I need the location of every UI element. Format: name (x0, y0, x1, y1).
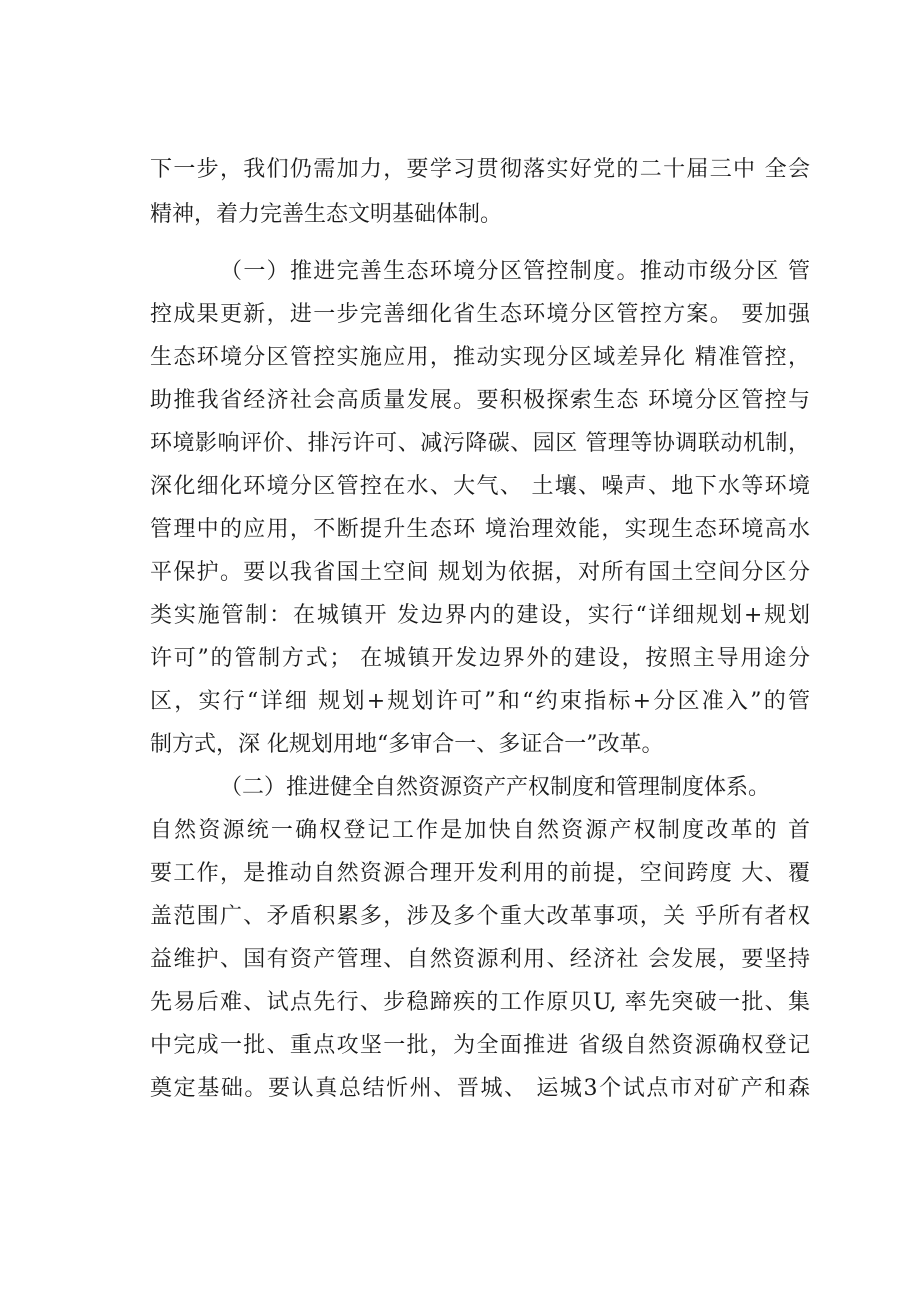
paragraph-line: 下一步，我们仍需加力，要学习贯彻落实好党的二十届三中 全会 (150, 157, 810, 182)
paragraph-line: 自然资源统一确权登记工作是加快自然资源产权制度改革的 首 (150, 818, 810, 843)
paragraph-line: 平保护。要以我省国土空间 规划为依据，对所有国土空间分区分 (150, 560, 810, 585)
paragraph-line: 许可”的管制方式； 在城镇开发边界外的建设，按照主导用途分 (150, 646, 810, 671)
paragraph-line: 益维护、国有资产管理、自然资源利用、经济社 会发展，要坚持 (150, 947, 810, 972)
paragraph-line: 深化细化环境分区管控在水、大气、 土壤、噪声、地下水等环境 (150, 474, 810, 499)
paragraph-line: 类实施管制：在城镇开 发边界内的建设，实行“详细规划+规划 (150, 603, 810, 628)
paragraph-line: 精神，着力完善生态文明基础体制。 (150, 202, 503, 227)
paragraph-line: 控成果更新，进一步完善细化省生态环境分区管控方案。 要加强 (150, 302, 810, 327)
paragraph-line: 管理中的应用，不断提升生态环 境治理效能，实现生态环境高水 (150, 517, 810, 542)
paragraph-line: 助推我省经济社会高质量发展。要积极探索生态 环境分区管控与 (150, 388, 810, 413)
paragraph-line: 制方式，深 化规划用地“多审合一、多证合一”改革。 (150, 732, 664, 757)
section-heading-line: （二）推进健全自然资源资产产权制度和管理制度体系。 (220, 775, 771, 800)
paragraph-line: 环境影响评价、排污许可、减污降碳、园区 管理等协调联动机制， (150, 431, 810, 456)
paragraph-line: 先易后难、试点先行、步稳蹄疾的工作原贝U, 率先突破一批、集 (150, 990, 810, 1015)
paragraph-line: 盖范围广、矛盾积累多，涉及多个重大改革事项，关 乎所有者权 (150, 904, 810, 929)
paragraph-line: 奠定基础。要认真总结忻州、晋城、 运城3个试点市对矿产和森 (150, 1076, 810, 1101)
paragraph-line: 要工作，是推动自然资源合理开发利用的前提，空间跨度 大、覆 (150, 861, 810, 886)
paragraph-line: 区，实行“详细 规划+规划许可”和“约束指标+分区准入”的管 (150, 689, 810, 714)
paragraph-line: 生态环境分区管控实施应用，推动实现分区域差异化 精准管控， (150, 345, 810, 370)
section-heading-line: （一）推进完善生态环境分区管控制度。推动市级分区 管 (220, 259, 810, 284)
paragraph-line: 中完成一批、重点攻坚一批，为全面推进 省级自然资源确权登记 (150, 1033, 810, 1058)
